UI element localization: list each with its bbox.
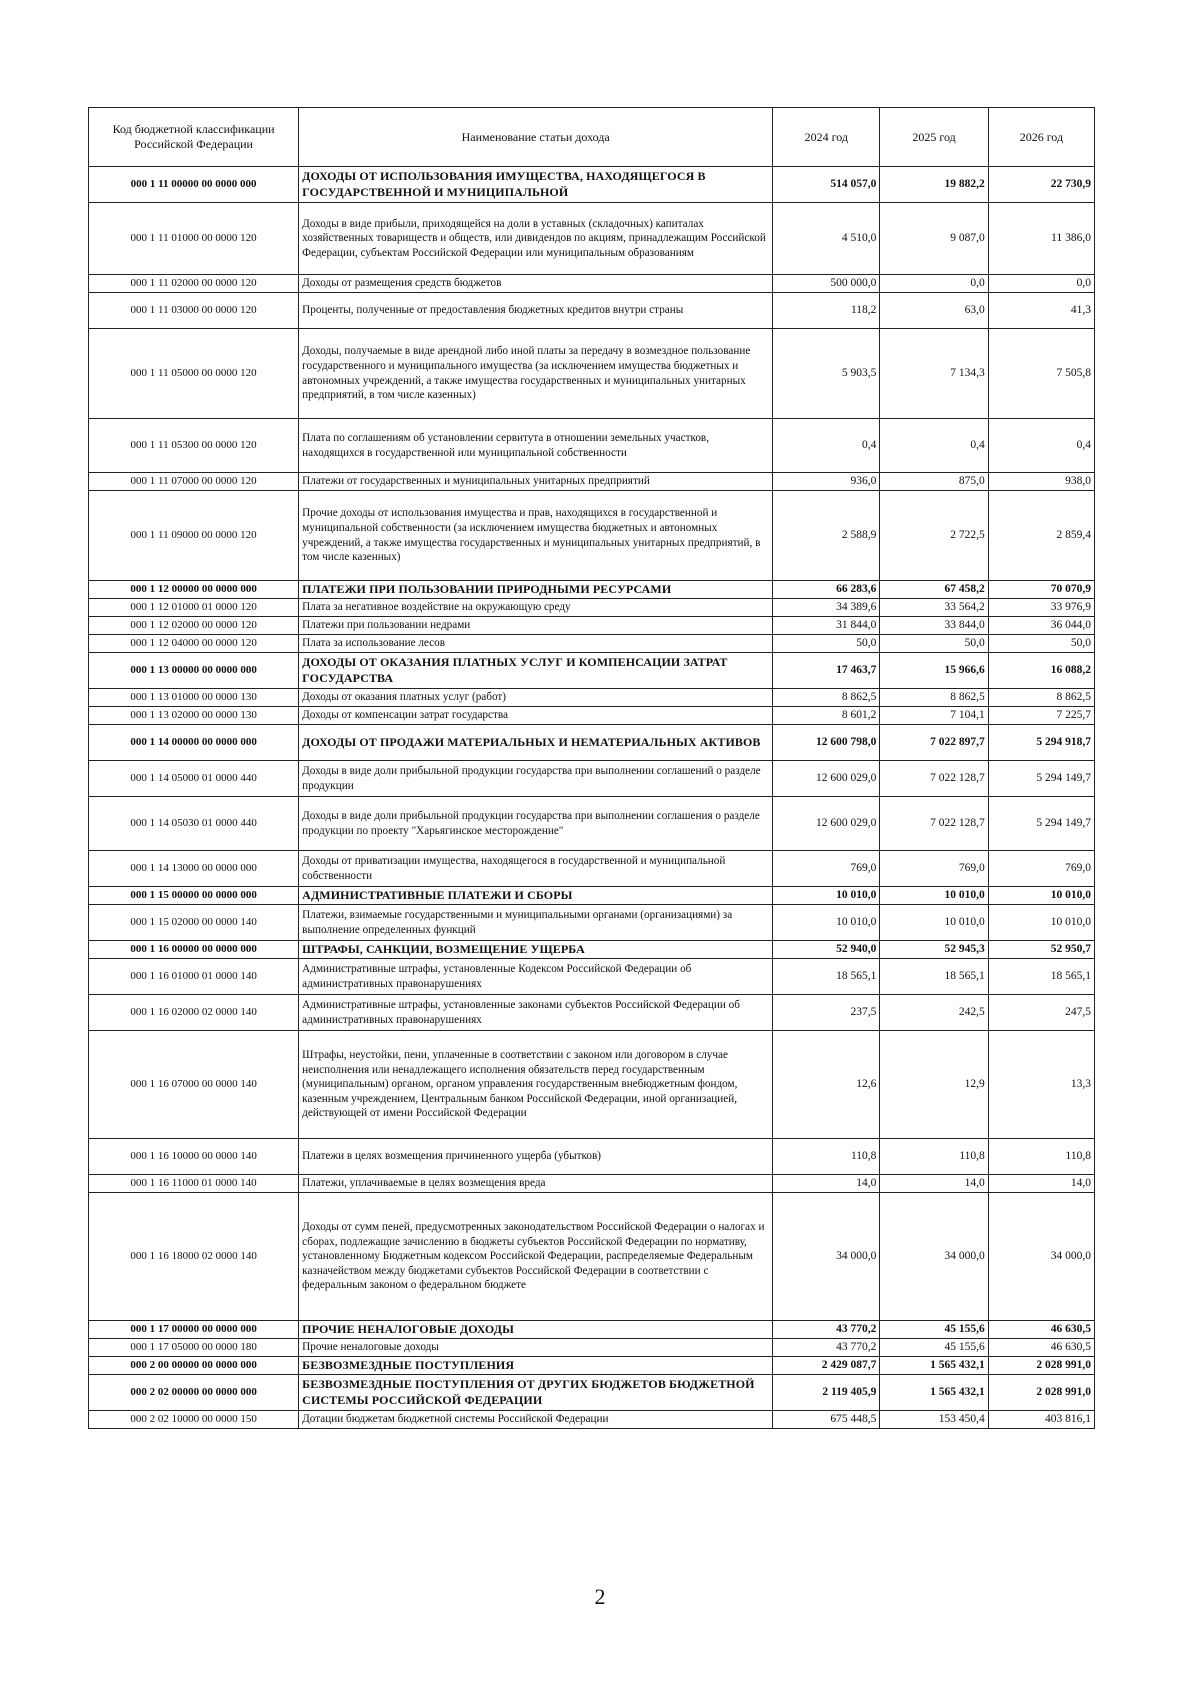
budget-code-cell: 000 1 11 03000 00 0000 120	[89, 293, 299, 329]
budget-code-cell: 000 1 12 01000 01 0000 120	[89, 599, 299, 617]
amount-2025-cell: 153 450,4	[880, 1411, 988, 1429]
amount-2024-cell: 14,0	[773, 1175, 880, 1193]
revenue-name-cell: ШТРАФЫ, САНКЦИИ, ВОЗМЕЩЕНИЕ УЩЕРБА	[299, 941, 773, 959]
amount-2026-cell: 7 225,7	[988, 707, 1094, 725]
amount-2024-cell: 43 770,2	[773, 1321, 880, 1339]
table-section-row	[89, 167, 1095, 203]
revenue-name-cell: Доходы в виде доли прибыльной продукции государства при выполнении соглашения о разделе продукции по проекту "Харьягинское месторождение"	[299, 797, 773, 851]
table-row	[89, 293, 1095, 329]
table-row	[89, 689, 1095, 707]
revenue-name-cell: Административные штрафы, установленные Кодексом Российской Федерации об административных правонарушениях	[299, 959, 773, 995]
amount-2026-cell: 10 010,0	[988, 887, 1094, 905]
amount-2025-cell: 769,0	[880, 851, 988, 887]
revenue-name-cell: ДОХОДЫ ОТ ИСПОЛЬЗОВАНИЯ ИМУЩЕСТВА, НАХОДЯЩЕГОСЯ В ГОСУДАРСТВЕННОЙ И МУНИЦИПАЛЬНОЙ	[299, 167, 773, 203]
amount-2025-cell: 1 565 432,1	[880, 1375, 988, 1411]
revenue-name-cell: ДОХОДЫ ОТ ПРОДАЖИ МАТЕРИАЛЬНЫХ И НЕМАТЕРИАЛЬНЫХ АКТИВОВ	[299, 725, 773, 761]
amount-2025-cell: 0,4	[880, 419, 988, 473]
budget-code-cell: 000 2 00 00000 00 0000 000	[89, 1357, 299, 1375]
revenue-table	[88, 107, 1095, 1429]
amount-2024-cell: 5 903,5	[773, 329, 880, 419]
budget-code-cell: 000 1 14 05000 01 0000 440	[89, 761, 299, 797]
table-row	[89, 617, 1095, 635]
amount-2025-cell: 10 010,0	[880, 887, 988, 905]
revenue-name-cell: ДОХОДЫ ОТ ОКАЗАНИЯ ПЛАТНЫХ УСЛУГ И КОМПЕНСАЦИИ ЗАТРАТ ГОСУДАРСТВА	[299, 653, 773, 689]
amount-2026-cell: 33 976,9	[988, 599, 1094, 617]
amount-2026-cell: 50,0	[988, 635, 1094, 653]
amount-2024-cell: 0,4	[773, 419, 880, 473]
amount-2025-cell: 0,0	[880, 275, 988, 293]
revenue-name-cell: Прочие неналоговые доходы	[299, 1339, 773, 1357]
budget-code-cell: 000 1 14 13000 00 0000 000	[89, 851, 299, 887]
header-year-2026: 2026 год	[988, 108, 1094, 167]
revenue-name-cell: Платежи от государственных и муниципальных унитарных предприятий	[299, 473, 773, 491]
amount-2025-cell: 9 087,0	[880, 203, 988, 275]
amount-2026-cell: 5 294 918,7	[988, 725, 1094, 761]
amount-2024-cell: 17 463,7	[773, 653, 880, 689]
amount-2026-cell: 18 565,1	[988, 959, 1094, 995]
amount-2024-cell: 66 283,6	[773, 581, 880, 599]
amount-2025-cell: 19 882,2	[880, 167, 988, 203]
budget-code-cell: 000 1 14 05030 01 0000 440	[89, 797, 299, 851]
budget-code-cell: 000 1 17 00000 00 0000 000	[89, 1321, 299, 1339]
budget-code-cell: 000 2 02 10000 00 0000 150	[89, 1411, 299, 1429]
budget-code-cell: 000 1 16 10000 00 0000 140	[89, 1139, 299, 1175]
amount-2026-cell: 110,8	[988, 1139, 1094, 1175]
table-row	[89, 1175, 1095, 1193]
amount-2026-cell: 7 505,8	[988, 329, 1094, 419]
table-section-row	[89, 887, 1095, 905]
budget-code-cell: 000 1 16 11000 01 0000 140	[89, 1175, 299, 1193]
amount-2026-cell: 8 862,5	[988, 689, 1094, 707]
amount-2024-cell: 12 600 029,0	[773, 761, 880, 797]
amount-2025-cell: 45 155,6	[880, 1321, 988, 1339]
budget-code-cell: 000 1 16 07000 00 0000 140	[89, 1031, 299, 1139]
amount-2026-cell: 247,5	[988, 995, 1094, 1031]
amount-2026-cell: 10 010,0	[988, 905, 1094, 941]
header-year-2024: 2024 год	[773, 108, 880, 167]
revenue-name-cell: Штрафы, неустойки, пени, уплаченные в соответствии с законом или договором в случае неисполнения или ненадлежащего исполнения обязательств перед государственным (муниципальным) органом, органом управления государственным внебюджетным фондом, казенным учреждением, Центральным банком Российской Федерации, иной организацией, действующей от имени Российской Федерации	[299, 1031, 773, 1139]
revenue-name-cell: Прочие доходы от использования имущества и прав, находящихся в государственной и муниципальной собственности (за исключением имущества бюджетных и автономных учреждений, а также имущества государственных и муниципальных унитарных предприятий, в том числе казенных)	[299, 491, 773, 581]
page-number: 2	[594, 1584, 606, 1609]
amount-2025-cell: 875,0	[880, 473, 988, 491]
amount-2026-cell: 5 294 149,7	[988, 797, 1094, 851]
amount-2024-cell: 50,0	[773, 635, 880, 653]
amount-2025-cell: 45 155,6	[880, 1339, 988, 1357]
table-row	[89, 599, 1095, 617]
amount-2025-cell: 7 104,1	[880, 707, 988, 725]
revenue-name-cell: Платежи, уплачиваемые в целях возмещения вреда	[299, 1175, 773, 1193]
amount-2026-cell: 16 088,2	[988, 653, 1094, 689]
amount-2024-cell: 18 565,1	[773, 959, 880, 995]
revenue-name-cell: Платежи при пользовании недрами	[299, 617, 773, 635]
revenue-name-cell: Плата за негативное воздействие на окружающую среду	[299, 599, 773, 617]
amount-2025-cell: 10 010,0	[880, 905, 988, 941]
budget-code-cell: 000 1 12 00000 00 0000 000	[89, 581, 299, 599]
table-section-row	[89, 1357, 1095, 1375]
amount-2026-cell: 2 859,4	[988, 491, 1094, 581]
table-header-row	[89, 108, 1095, 167]
table-row	[89, 1339, 1095, 1357]
budget-code-cell: 000 1 11 05300 00 0000 120	[89, 419, 299, 473]
amount-2025-cell: 2 722,5	[880, 491, 988, 581]
table-section-row	[89, 941, 1095, 959]
amount-2026-cell: 46 630,5	[988, 1339, 1094, 1357]
table-row	[89, 851, 1095, 887]
budget-code-cell: 000 1 11 02000 00 0000 120	[89, 275, 299, 293]
amount-2025-cell: 7 022 128,7	[880, 797, 988, 851]
amount-2024-cell: 12 600 029,0	[773, 797, 880, 851]
budget-code-cell: 000 1 11 07000 00 0000 120	[89, 473, 299, 491]
amount-2024-cell: 2 119 405,9	[773, 1375, 880, 1411]
amount-2025-cell: 33 564,2	[880, 599, 988, 617]
revenue-name-cell: БЕЗВОЗМЕЗДНЫЕ ПОСТУПЛЕНИЯ ОТ ДРУГИХ БЮДЖЕТОВ БЮДЖЕТНОЙ СИСТЕМЫ РОССИЙСКОЙ ФЕДЕРАЦИИ	[299, 1375, 773, 1411]
budget-code-cell: 000 2 02 00000 00 0000 000	[89, 1375, 299, 1411]
amount-2024-cell: 10 010,0	[773, 887, 880, 905]
table-row	[89, 707, 1095, 725]
revenue-name-cell: АДМИНИСТРАТИВНЫЕ ПЛАТЕЖИ И СБОРЫ	[299, 887, 773, 905]
amount-2025-cell: 8 862,5	[880, 689, 988, 707]
table-row	[89, 959, 1095, 995]
amount-2026-cell: 34 000,0	[988, 1193, 1094, 1321]
amount-2026-cell: 14,0	[988, 1175, 1094, 1193]
table-row	[89, 473, 1095, 491]
table-row	[89, 203, 1095, 275]
table-row	[89, 761, 1095, 797]
revenue-name-cell: Плата за использование лесов	[299, 635, 773, 653]
amount-2024-cell: 675 448,5	[773, 1411, 880, 1429]
amount-2024-cell: 10 010,0	[773, 905, 880, 941]
revenue-name-cell: Платежи, взимаемые государственными и муниципальными органами (организациями) за выполнение определенных функций	[299, 905, 773, 941]
amount-2024-cell: 34 389,6	[773, 599, 880, 617]
amount-2024-cell: 110,8	[773, 1139, 880, 1175]
amount-2024-cell: 12 600 798,0	[773, 725, 880, 761]
budget-code-cell: 000 1 13 01000 00 0000 130	[89, 689, 299, 707]
amount-2024-cell: 2 429 087,7	[773, 1357, 880, 1375]
revenue-name-cell: Административные штрафы, установленные законами субъектов Российской Федерации об административных правонарушениях	[299, 995, 773, 1031]
amount-2024-cell: 936,0	[773, 473, 880, 491]
amount-2026-cell: 403 816,1	[988, 1411, 1094, 1429]
amount-2025-cell: 7 022 128,7	[880, 761, 988, 797]
budget-code-cell: 000 1 16 00000 00 0000 000	[89, 941, 299, 959]
revenue-name-cell: Дотации бюджетам бюджетной системы Российской Федерации	[299, 1411, 773, 1429]
amount-2025-cell: 242,5	[880, 995, 988, 1031]
table-row	[89, 419, 1095, 473]
revenue-name-cell: Платежи в целях возмещения причиненного ущерба (убытков)	[299, 1139, 773, 1175]
amount-2025-cell: 12,9	[880, 1031, 988, 1139]
table-row	[89, 797, 1095, 851]
amount-2024-cell: 8 601,2	[773, 707, 880, 725]
amount-2026-cell: 41,3	[988, 293, 1094, 329]
revenue-name-cell: Доходы от компенсации затрат государства	[299, 707, 773, 725]
amount-2026-cell: 52 950,7	[988, 941, 1094, 959]
amount-2026-cell: 5 294 149,7	[988, 761, 1094, 797]
amount-2024-cell: 500 000,0	[773, 275, 880, 293]
budget-code-cell: 000 1 13 02000 00 0000 130	[89, 707, 299, 725]
amount-2024-cell: 34 000,0	[773, 1193, 880, 1321]
amount-2024-cell: 769,0	[773, 851, 880, 887]
revenue-name-cell: ПРОЧИЕ НЕНАЛОГОВЫЕ ДОХОДЫ	[299, 1321, 773, 1339]
table-section-row	[89, 581, 1095, 599]
budget-code-cell: 000 1 17 05000 00 0000 180	[89, 1339, 299, 1357]
revenue-name-cell: Доходы от размещения средств бюджетов	[299, 275, 773, 293]
table-row	[89, 905, 1095, 941]
revenue-name-cell: Плата по соглашениям об установлении сервитута в отношении земельных участков, находящихся в государственной или муниципальной собственности	[299, 419, 773, 473]
amount-2025-cell: 1 565 432,1	[880, 1357, 988, 1375]
table-row	[89, 1193, 1095, 1321]
budget-code-cell: 000 1 15 02000 00 0000 140	[89, 905, 299, 941]
amount-2024-cell: 12,6	[773, 1031, 880, 1139]
header-revenue-name: Наименование статьи дохода	[299, 108, 773, 167]
amount-2024-cell: 514 057,0	[773, 167, 880, 203]
amount-2026-cell: 70 070,9	[988, 581, 1094, 599]
amount-2025-cell: 33 844,0	[880, 617, 988, 635]
amount-2024-cell: 2 588,9	[773, 491, 880, 581]
table-row	[89, 635, 1095, 653]
budget-code-cell: 000 1 16 18000 02 0000 140	[89, 1193, 299, 1321]
amount-2025-cell: 18 565,1	[880, 959, 988, 995]
budget-code-cell: 000 1 11 01000 00 0000 120	[89, 203, 299, 275]
revenue-name-cell: Доходы от сумм пеней, предусмотренных законодательством Российской Федерации о налогах и сборах, подлежащие зачислению в бюджеты субъектов Российской Федерации по нормативу, установленному Бюджетным кодексом Российской Федерации, распределяемые Федеральным казначейством между бюджетами субъектов Российской Федерации в соответствии с федеральным законом о федеральном бюджете	[299, 1193, 773, 1321]
amount-2025-cell: 110,8	[880, 1139, 988, 1175]
amount-2024-cell: 118,2	[773, 293, 880, 329]
amount-2026-cell: 0,0	[988, 275, 1094, 293]
amount-2024-cell: 52 940,0	[773, 941, 880, 959]
budget-code-cell: 000 1 13 00000 00 0000 000	[89, 653, 299, 689]
budget-code-cell: 000 1 15 00000 00 0000 000	[89, 887, 299, 905]
amount-2026-cell: 769,0	[988, 851, 1094, 887]
table-row	[89, 1139, 1095, 1175]
amount-2024-cell: 31 844,0	[773, 617, 880, 635]
amount-2026-cell: 13,3	[988, 1031, 1094, 1139]
budget-code-cell: 000 1 16 01000 01 0000 140	[89, 959, 299, 995]
revenue-name-cell: Доходы в виде прибыли, приходящейся на доли в уставных (складочных) капиталах хозяйственных товариществ и обществ, или дивидендов по акциям, принадлежащим Российской Федерации, субъектам Российской Федерации или муниципальным образованиям	[299, 203, 773, 275]
amount-2024-cell: 4 510,0	[773, 203, 880, 275]
revenue-name-cell: ПЛАТЕЖИ ПРИ ПОЛЬЗОВАНИИ ПРИРОДНЫМИ РЕСУРСАМИ	[299, 581, 773, 599]
budget-code-cell: 000 1 11 00000 00 0000 000	[89, 167, 299, 203]
revenue-name-cell: Доходы, получаемые в виде арендной либо иной платы за передачу в возмездное пользование государственного и муниципального имущества (за исключением имущества бюджетных и автономных учреждений, а также имущества государственных и муниципальных унитарных предприятий, в том числе казенных)	[299, 329, 773, 419]
amount-2025-cell: 67 458,2	[880, 581, 988, 599]
header-year-2025: 2025 год	[880, 108, 988, 167]
amount-2026-cell: 22 730,9	[988, 167, 1094, 203]
amount-2026-cell: 11 386,0	[988, 203, 1094, 275]
amount-2024-cell: 237,5	[773, 995, 880, 1031]
amount-2026-cell: 46 630,5	[988, 1321, 1094, 1339]
table-row	[89, 491, 1095, 581]
budget-code-cell: 000 1 12 04000 00 0000 120	[89, 635, 299, 653]
amount-2025-cell: 34 000,0	[880, 1193, 988, 1321]
amount-2024-cell: 8 862,5	[773, 689, 880, 707]
revenue-name-cell: Доходы от оказания платных услуг (работ)	[299, 689, 773, 707]
table-row	[89, 995, 1095, 1031]
revenue-name-cell: Доходы в виде доли прибыльной продукции государства при выполнении соглашений о разделе продукции	[299, 761, 773, 797]
amount-2025-cell: 63,0	[880, 293, 988, 329]
amount-2026-cell: 938,0	[988, 473, 1094, 491]
header-budget-code: Код бюджетной классификации Российской Федерации	[89, 108, 299, 167]
amount-2026-cell: 2 028 991,0	[988, 1375, 1094, 1411]
table-row	[89, 1031, 1095, 1139]
amount-2026-cell: 0,4	[988, 419, 1094, 473]
amount-2025-cell: 14,0	[880, 1175, 988, 1193]
amount-2025-cell: 7 134,3	[880, 329, 988, 419]
table-section-row	[89, 725, 1095, 761]
amount-2025-cell: 15 966,6	[880, 653, 988, 689]
amount-2025-cell: 50,0	[880, 635, 988, 653]
table-row	[89, 329, 1095, 419]
revenue-name-cell: Проценты, полученные от предоставления бюджетных кредитов внутри страны	[299, 293, 773, 329]
amount-2025-cell: 52 945,3	[880, 941, 988, 959]
amount-2024-cell: 43 770,2	[773, 1339, 880, 1357]
budget-code-cell: 000 1 11 05000 00 0000 120	[89, 329, 299, 419]
table-section-row	[89, 1321, 1095, 1339]
amount-2025-cell: 7 022 897,7	[880, 725, 988, 761]
amount-2026-cell: 36 044,0	[988, 617, 1094, 635]
budget-table-page	[88, 107, 1095, 1429]
budget-code-cell: 000 1 16 02000 02 0000 140	[89, 995, 299, 1031]
table-body	[89, 167, 1095, 1429]
table-row	[89, 1411, 1095, 1429]
budget-code-cell: 000 1 14 00000 00 0000 000	[89, 725, 299, 761]
revenue-name-cell: БЕЗВОЗМЕЗДНЫЕ ПОСТУПЛЕНИЯ	[299, 1357, 773, 1375]
amount-2026-cell: 2 028 991,0	[988, 1357, 1094, 1375]
table-section-row	[89, 1375, 1095, 1411]
budget-code-cell: 000 1 11 09000 00 0000 120	[89, 491, 299, 581]
budget-code-cell: 000 1 12 02000 00 0000 120	[89, 617, 299, 635]
revenue-name-cell: Доходы от приватизации имущества, находящегося в государственной и муниципальной собственности	[299, 851, 773, 887]
table-section-row	[89, 653, 1095, 689]
table-row	[89, 275, 1095, 293]
